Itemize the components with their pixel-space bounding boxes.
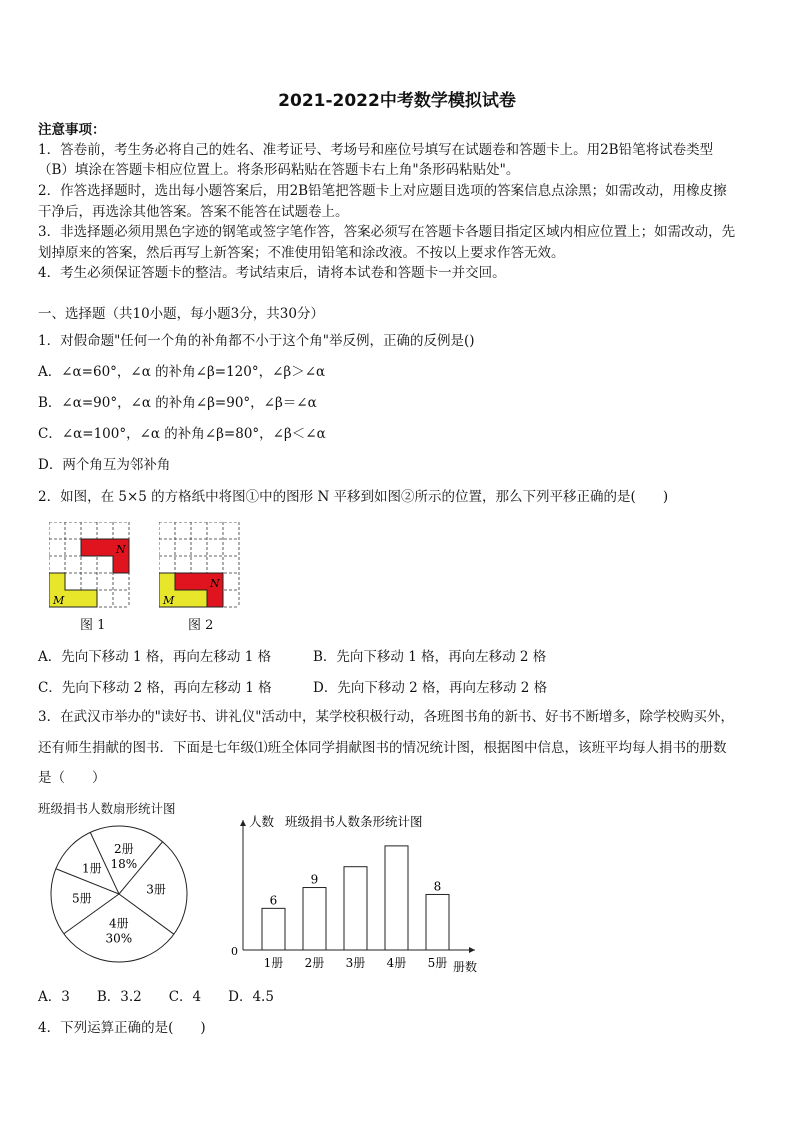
- bar-chart-origin: 0: [231, 945, 238, 958]
- y-axis-arrow: [240, 820, 246, 826]
- q1-stem: 1．对假命题"任何一个角的补角都不小于这个角"举反例，正确的反例是(): [38, 333, 475, 349]
- q1-option-b: B．∠α=90°，∠α 的补角∠β=90°，∠β＝∠α: [38, 395, 317, 411]
- bar-2: [303, 888, 326, 950]
- pie-slice-label: 3册: [146, 882, 166, 897]
- notice-heading: 注意事项：: [38, 122, 106, 138]
- bar-chart-ylabel: 人数: [249, 814, 275, 829]
- bar-tick-label: 1册: [263, 956, 284, 970]
- q3-stem-line-1: 3．在武汉市举办的"读好书、讲礼仪"活动中，某学校积极行动，各班图书角的新书、好书不断增多，除学校购买外，: [38, 709, 735, 725]
- q2-figure-2: [159, 522, 241, 610]
- q3-stem-line-2: 还有师生捐献的图书．下面是七年级⑴班全体同学捐献图书的情况统计图，根据图中信息，该班平均每人捐书的册数: [38, 740, 727, 756]
- bar-4: [385, 846, 408, 950]
- q4-stem: 4．下列运算正确的是( ): [38, 1020, 206, 1036]
- notice-line-2: （B）填涂在答题卡相应位置上。将条形码粘贴在答题卡右上角"条形码粘贴处"。: [38, 162, 520, 178]
- label-m: M: [163, 594, 175, 607]
- bar-tick-label: 3册: [345, 956, 366, 970]
- notice-line-1: 1．答卷前，考生务必将自己的姓名、准考证号、考场号和座位号填写在试题卷和答题卡上。用2B铅笔将试卷类型: [38, 142, 714, 158]
- bar-tick-label: 2册: [304, 956, 325, 970]
- pie-slice-percent: 18%: [110, 856, 138, 871]
- label-n: N: [116, 543, 126, 556]
- q2-figure-2-caption: 图 2: [188, 618, 214, 633]
- q3-stem-line-3: 是（ ）: [38, 770, 106, 786]
- bar-value-label: 8: [433, 879, 442, 894]
- notice-line-7: 4．考生必须保证答题卡的整洁。考试结束后，请将本试卷和答题卡一并交回。: [38, 265, 506, 281]
- pie-chart-title: 班级捐书人数扇形统计图: [38, 801, 176, 816]
- q3-answer-options: A．3 B．3.2 C．4 D．4.5: [38, 989, 274, 1005]
- q2-option-c: C．先向下移动 2 格，再向左移动 1 格: [38, 680, 272, 696]
- bar-3: [344, 867, 367, 950]
- q2-option-b: B．先向下移动 1 格，再向左移动 2 格: [313, 649, 547, 665]
- pie-slice-percent: 30%: [105, 931, 133, 946]
- bar-chart-xlabel: 册数: [453, 960, 478, 974]
- q2-figure-1-caption: 图 1: [80, 618, 106, 633]
- bar-5: [426, 894, 449, 950]
- pie-slice-label: 5册: [72, 891, 92, 906]
- label-m: M: [53, 594, 65, 607]
- notice-line-5: 3．非选择题必须用黑色字迹的钢笔或签字笔作答，答案必须写在答题卡各题目指定区域内相应位置上；如需改动，先: [38, 224, 736, 240]
- q1-option-d: D．两个角互为邻补角: [38, 457, 171, 473]
- page-title: 2021-2022中考数学模拟试卷: [278, 91, 516, 111]
- pie-slice-label: 1册: [82, 861, 102, 876]
- bar-value-label: 6: [269, 893, 278, 908]
- label-n: N: [210, 577, 220, 590]
- bar-tick-label: 4册: [386, 956, 407, 970]
- section-heading: 一、选择题（共10小题，每小题3分，共30分）: [38, 306, 324, 322]
- notice-line-4: 干净后，再选涂其他答案。答案不能答在试题卷上。: [38, 204, 349, 220]
- q1-option-a: A．∠α=60°，∠α 的补角∠β=120°，∠β＞∠α: [38, 364, 326, 380]
- bar-chart-title: 班级捐书人数条形统计图: [285, 814, 423, 829]
- q1-option-c: C．∠α=100°，∠α 的补角∠β=80°，∠β＜∠α: [38, 426, 326, 442]
- pie-chart: [44, 822, 194, 968]
- x-axis-arrow: [469, 947, 475, 953]
- notice-line-6: 划掉原来的答案，然后再写上新答案；不准使用铅笔和涂改液。不按以上要求作答无效。: [38, 245, 565, 261]
- pie-slice-label: 4册: [109, 916, 129, 931]
- q2-figure-1: [49, 522, 131, 610]
- q2-option-a: A．先向下移动 1 格，再向左移动 1 格: [38, 649, 272, 665]
- q2-stem: 2．如图，在 5×5 的方格纸中将图①中的图形 N 平移到如图②所示的位置，那么下列平移正确的是( ): [38, 489, 669, 505]
- bar-value-label: 9: [310, 872, 319, 887]
- q2-option-d: D．先向下移动 2 格，再向左移动 2 格: [313, 680, 548, 696]
- bar-chart: [225, 808, 495, 978]
- bar-1: [262, 908, 285, 950]
- bar-tick-label: 5册: [427, 956, 448, 970]
- notice-line-3: 2．作答选择题时，选出每小题答案后，用2B铅笔把答题卡上对应题目选项的答案信息点涂黑；如需改动，用橡皮擦: [38, 183, 727, 199]
- pie-slice-label: 2册: [113, 841, 134, 856]
